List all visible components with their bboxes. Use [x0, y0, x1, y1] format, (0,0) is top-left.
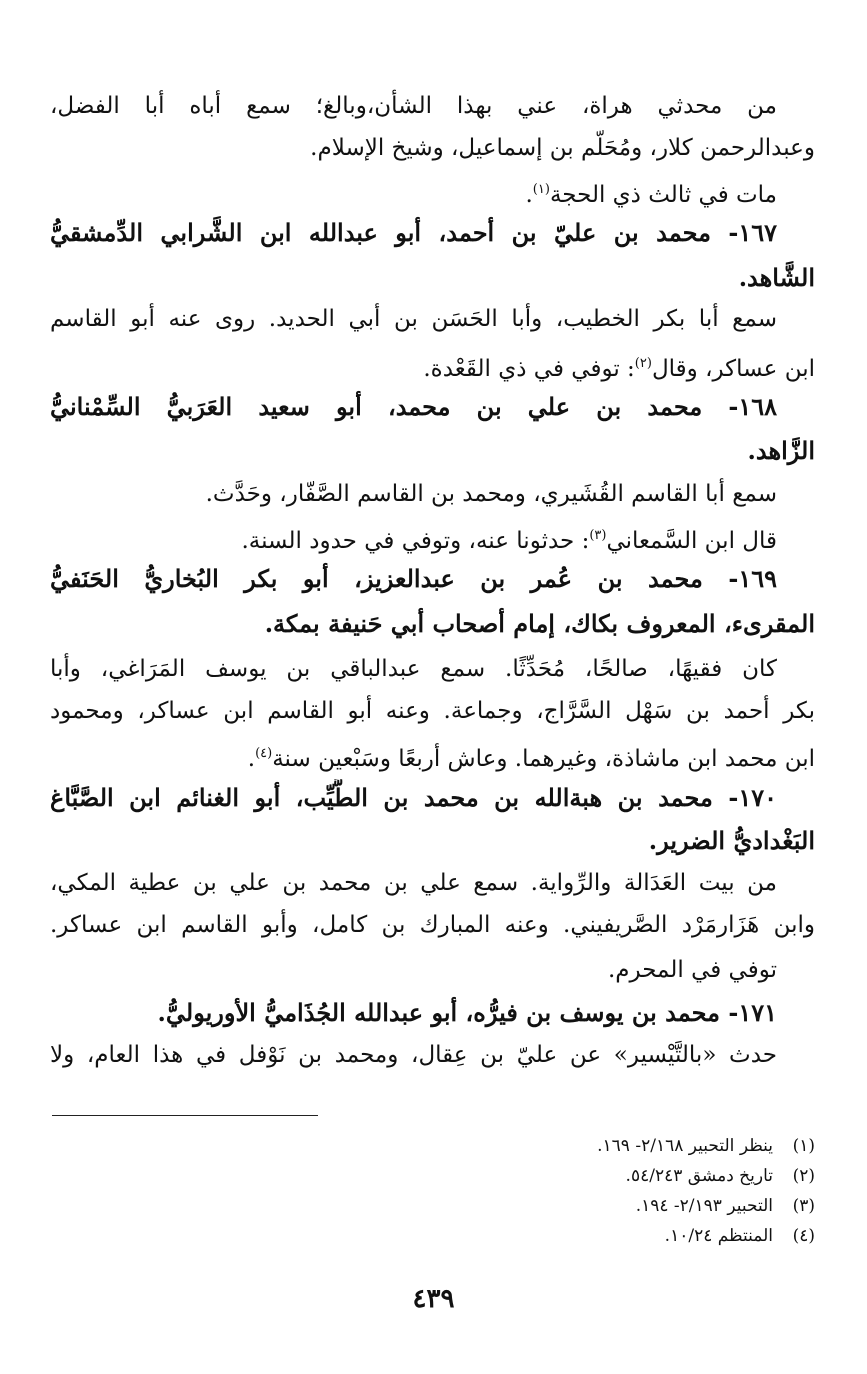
entry-heading-line: الشَّاهد.: [738, 263, 815, 292]
text-line: من بيت العَدَالة والرِّواية. سمع علي بن محمد بن علي بن عطية المكي،: [50, 870, 777, 896]
entry-heading-line: الزَّاهد.: [747, 436, 815, 465]
text-line: [50, 735, 815, 773]
entry-heading-line: البَغْداديُّ الضرير.: [648, 826, 815, 855]
footnote-item: [115, 1132, 815, 1160]
entry-heading-line: المقرىء، المعروف بكاك، إمام أصحاب أبي حَنيفة بمكة.: [264, 609, 815, 638]
footnote-ref: (١): [532, 182, 550, 197]
footnote-ref: (٢): [634, 356, 652, 371]
text-segment: مات في ثالث ذي الحجة: [549, 182, 777, 208]
text-segment: : حدثونا عنه، وتوفي في حدود السنة.: [241, 528, 590, 554]
text-line: [50, 171, 777, 209]
text-line: توفي في المحرم.: [607, 957, 777, 983]
text-line: من محدثي هراة، عني بهذا الشأن،وبالغ؛ سمع أباه أبا الفضل،: [50, 93, 777, 119]
entry-heading-line: ١٦٧- محمد بن عليّ بن أحمد، أبو عبدالله ابن الشَّرابي الدِّمشقيُّ: [50, 218, 777, 247]
text-line: [50, 517, 777, 555]
text-segment: ابن عساكر، وقال: [651, 356, 815, 382]
page-number: ٤٣٩: [412, 1284, 455, 1314]
footnote-number: (٢): [792, 1166, 815, 1186]
footnote-number: (٣): [792, 1196, 815, 1216]
text-line: كان فقيهًا، صالحًا، مُحَدِّثًا. سمع عبدالباقي بن يوسف المَرَاغي، وأبا: [50, 656, 777, 682]
footnote-text: ينظر التحبير ٢/١٦٨- ١٦٩.: [597, 1136, 773, 1156]
entry-heading-line: ١٦٩- محمد بن عُمر بن عبدالعزيز، أبو بكر البُخاريُّ الحَنَفيُّ: [50, 564, 777, 593]
footnote-ref: (٣): [589, 528, 607, 543]
footnote-item: [115, 1222, 815, 1250]
footnote-item: [115, 1192, 815, 1220]
entry-heading-line: ١٧١- محمد بن يوسف بن فيرُّه، أبو عبدالله الجُذَاميُّ الأوريوليُّ.: [157, 998, 777, 1027]
text-segment: .: [525, 182, 533, 208]
text-segment: : توفي في ذي القَعْدة.: [423, 356, 635, 382]
text-segment: ابن محمد ابن ماشاذة، وغيرهما. وعاش أربعًا وسَبْعين سنة: [272, 746, 815, 772]
footnote-ref: (٤): [255, 746, 273, 761]
entry-heading-line: ١٦٨- محمد بن علي بن محمد، أبو سعيد العَرَبيُّ السِّمْنانيُّ: [50, 392, 777, 421]
text-line: [50, 345, 815, 383]
footnote-number: (٤): [792, 1226, 815, 1246]
footnote-separator: [52, 1115, 318, 1116]
text-line: وعبدالرحمن كلار، ومُحَلّم بن إسماعيل، وشيخ الإسلام.: [310, 135, 815, 161]
text-segment: قال ابن السَّمعاني: [606, 528, 777, 554]
text-line: بكر أحمد بن سَهْل السَّرَّاج، وجماعة. وعنه أبو القاسم ابن عساكر، ومحمود: [50, 698, 815, 724]
text-line: سمع أبا القاسم القُشَيري، ومحمد بن القاسم الصَّفّار، وحَدَّث.: [205, 481, 777, 507]
footnote-number: (١): [792, 1136, 815, 1156]
text-line: وابن هَزَارمَرْد الصَّريفيني. وعنه المبارك بن كامل، وأبو القاسم ابن عساكر.: [50, 912, 815, 938]
footnote-item: [115, 1162, 815, 1190]
entry-heading-line: ١٧٠- محمد بن هبةالله بن محمد بن الطَّيِّب، أبو الغنائم ابن الصَّبَّاغ: [50, 783, 777, 812]
text-line: سمع أبا بكر الخطيب، وأبا الحَسَن بن أبي الحديد. روى عنه أبو القاسم: [50, 306, 777, 332]
footnote-text: المنتظم ١٠/٢٤.: [664, 1226, 773, 1246]
text-segment: .: [247, 746, 256, 772]
footnote-text: التحبير ٢/١٩٣- ١٩٤.: [635, 1196, 773, 1216]
text-line: حدث «بالتَّيْسير» عن عليّ بن عِقال، ومحمد بن نَوْفل في هذا العام، ولا: [50, 1042, 777, 1068]
footnote-text: تاريخ دمشق ٥٤/٢٤٣.: [625, 1166, 773, 1186]
